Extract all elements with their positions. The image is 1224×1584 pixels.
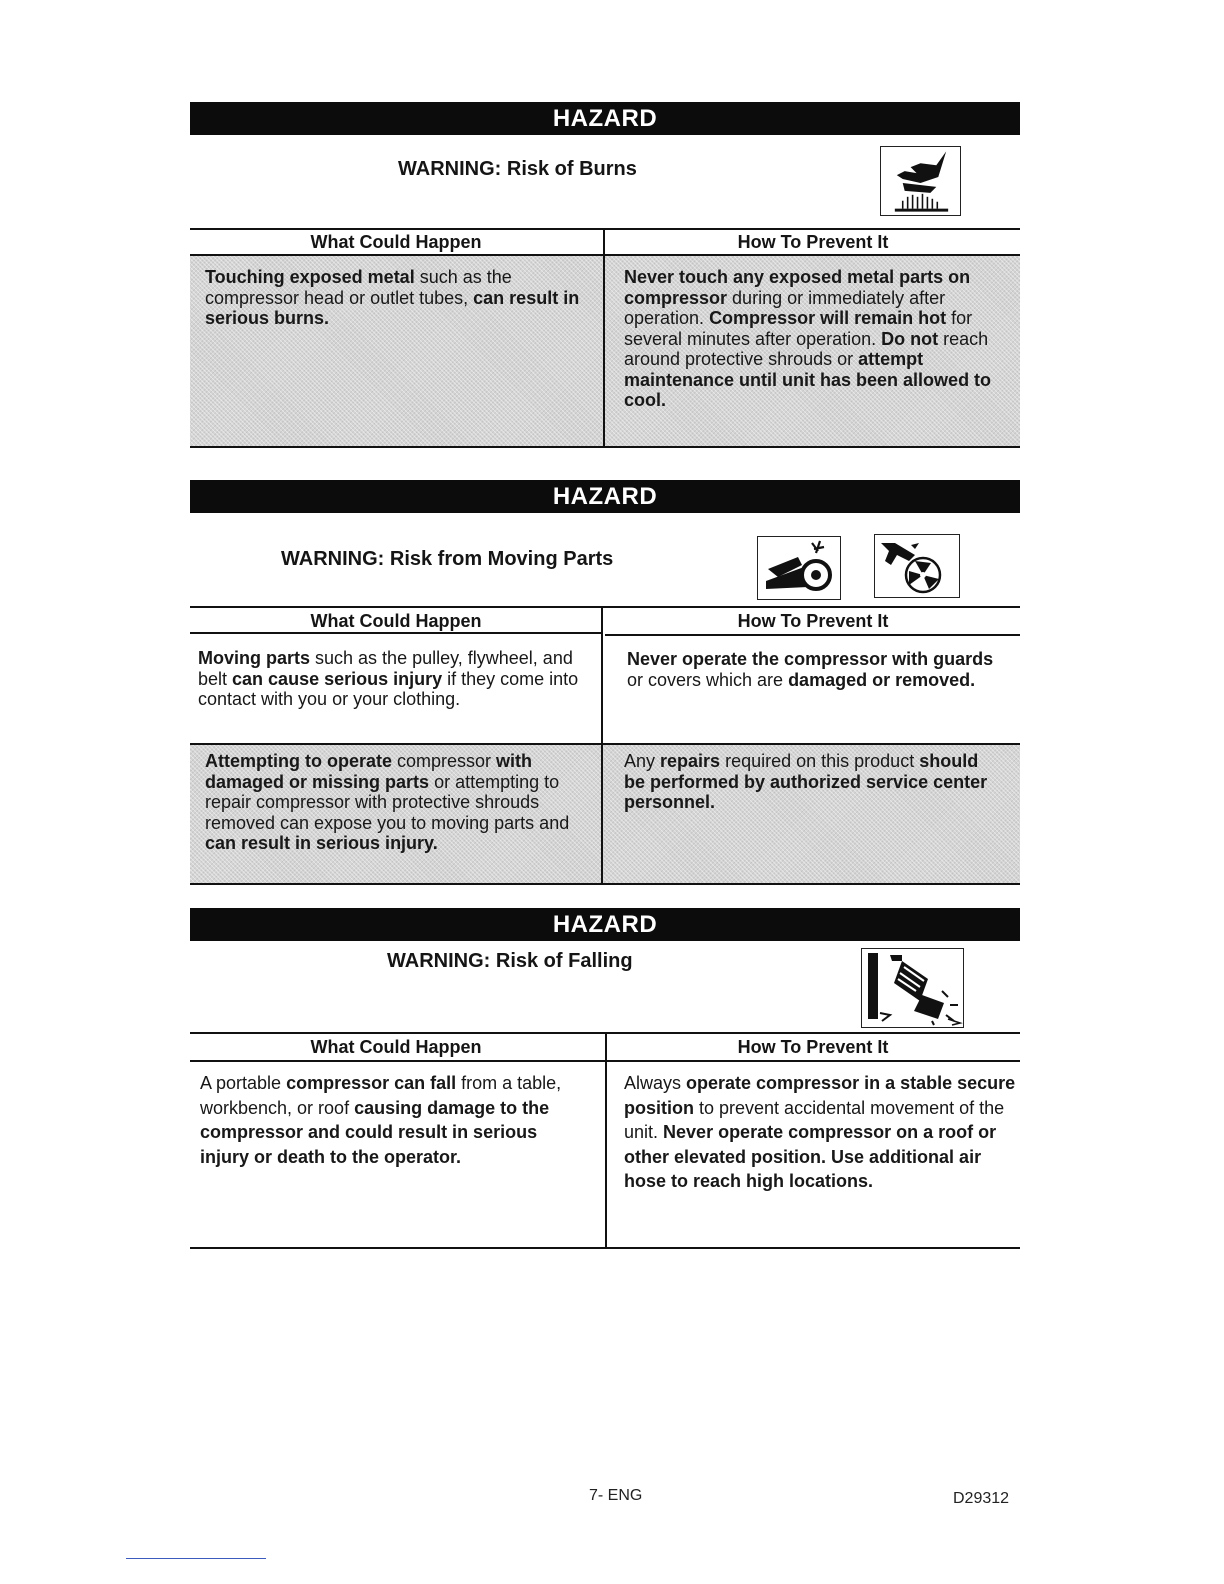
text-run: if they come into contact with you or your clothing. [198,668,579,709]
hazard-banner: HAZARD [190,908,1020,941]
text-run: from a table, workbench, or roof [200,1073,562,1118]
text-run: compressor [392,751,497,771]
bold-text-run: repairs [660,751,721,771]
column-divider [605,1032,607,1248]
hot-surface-hand-icon [880,146,961,216]
scan-edge-line [126,1558,266,1559]
how-to-prevent-text [624,1071,1016,1194]
falling-compressor-icon [861,948,964,1028]
header-rule [190,632,602,634]
bold-text-run: damaged or removed. [788,669,976,690]
table-top-rule [190,228,1020,230]
bold-text-run: can result in serious burns. [205,287,580,328]
belt-entanglement-icon [757,536,841,600]
column-header-what-could-happen: What Could Happen [310,1037,482,1057]
column-divider [601,606,603,883]
text-run: or covers which are [627,669,789,690]
column-header-what-could-happen: What Could Happen [310,232,482,252]
bold-text-run: Attempting to operate [205,751,392,771]
table-bottom-rule [190,883,1020,885]
text-run: for several minutes after operation. [624,308,973,349]
what-could-happen-text [198,648,590,710]
what-could-happen-text [205,267,583,329]
what-could-happen-text [205,751,597,854]
bold-text-run: Never operate compressor on a roof or other elevated position. Use additional air hose to reach high locations. [624,1122,997,1191]
what-could-happen-text [200,1071,590,1169]
page-number: 7- ENG [589,1487,643,1504]
hazard-banner: HAZARD [190,480,1020,513]
how-to-prevent-text [627,649,1013,690]
how-to-prevent-text [624,267,1010,411]
bold-text-run: Never touch any exposed metal parts on compressor [624,267,971,308]
hazard-banner: HAZARD [190,102,1020,135]
text-run: to prevent accidental movement of the unit. [624,1097,1005,1142]
bold-text-run: Moving parts [198,648,311,668]
bold-text-run: operate compressor in a stable secure position [624,1073,1016,1118]
column-header-how-to-prevent: How To Prevent It [737,611,889,631]
text-run: during or immediately after operation. [624,287,946,328]
document-code: D29312 [953,1490,1010,1507]
header-rule [605,634,1020,636]
column-header-what-could-happen: What Could Happen [310,611,482,631]
bold-text-run: causing damage to the compressor and could result in serious injury or death to the operator. [200,1097,550,1167]
text-run: such as the compressor head or outlet tubes, [205,267,512,308]
bold-text-run: with damaged or missing parts [205,751,533,792]
table-bottom-rule [190,1247,1020,1249]
how-to-prevent-text [624,751,1004,813]
text-run: Any [624,751,661,771]
bold-text-run: Never operate the compressor with guards [627,649,994,669]
bold-text-run: should be performed by authorized service center personnel. [624,751,988,812]
bold-text-run: Compressor will remain hot [709,308,947,328]
bold-text-run: attempt maintenance until unit has been allowed to cool. [624,349,992,410]
table-bottom-rule [190,446,1020,448]
text-run: or attempting to repair compressor with protective shrouds removed can expose you to moving parts and [205,771,570,833]
fan-blade-hand-icon [874,534,960,598]
text-run: A portable [200,1073,287,1093]
text-run: Always [624,1073,687,1093]
table-top-rule [190,606,1020,608]
bold-text-run: can result in serious injury. [205,833,438,853]
column-divider [603,228,605,446]
text-run: required on this product [720,751,920,771]
bold-text-run: Touching exposed metal [205,267,415,287]
bold-text-run: Do not [881,328,939,349]
column-header-how-to-prevent: How To Prevent It [737,232,889,252]
warning-title: WARNING: Risk from Moving Parts [281,548,614,570]
warning-title: WARNING: Risk of Burns [398,158,637,180]
text-run: such as the pulley, flywheel, and belt [198,648,573,689]
bold-text-run: can cause serious injury [232,668,443,689]
column-header-how-to-prevent: How To Prevent It [737,1037,889,1057]
text-run: reach around protective shrouds or [624,328,989,369]
bold-text-run: compressor can fall [286,1073,457,1093]
warning-title: WARNING: Risk of Falling [387,950,633,972]
